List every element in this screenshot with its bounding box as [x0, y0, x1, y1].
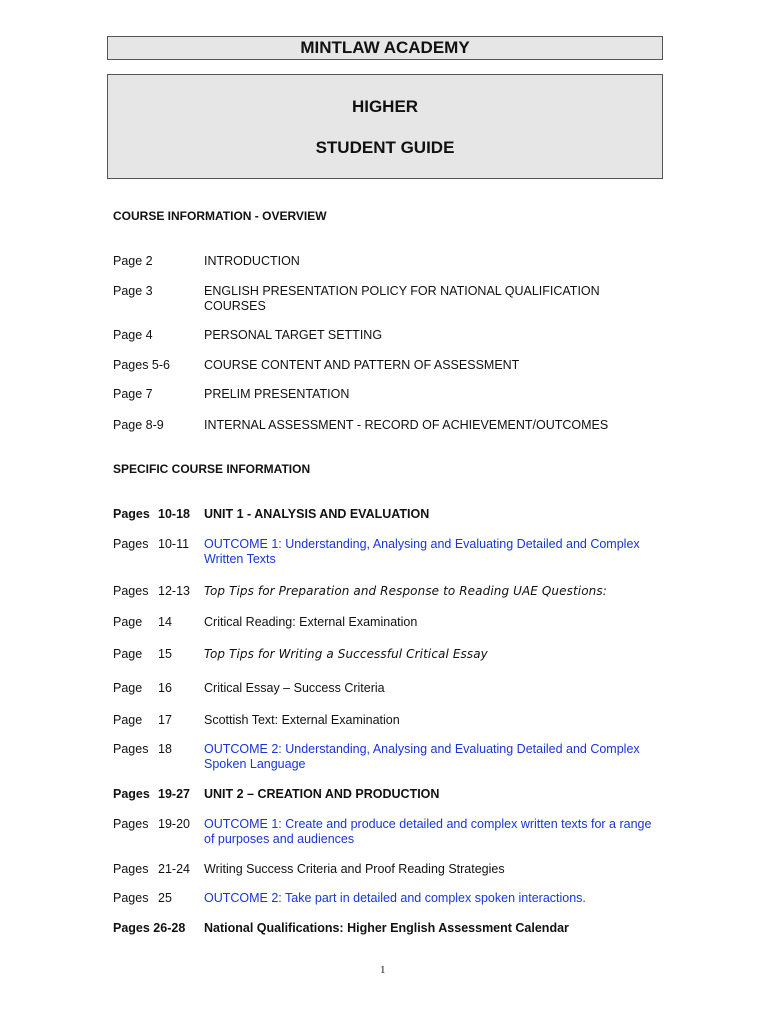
entry-text: Critical Essay – Success Criteria	[204, 681, 385, 695]
outcome-link[interactable]: OUTCOME 2: Understanding, Analysing and Evaluating Detailed and Complex Spoken Language	[204, 742, 640, 771]
page-number: 1	[380, 964, 386, 976]
page-ref: Pages 10-11	[113, 537, 190, 551]
page-ref: Page 14	[113, 615, 172, 629]
entry-text: ENGLISH PRESENTATION POLICY FOR NATIONAL QUALIFICATION COURSES	[204, 284, 600, 313]
entry-text: Scottish Text: External Examination	[204, 713, 400, 727]
entry-text: UNIT 2 – CREATION AND PRODUCTION	[204, 787, 440, 801]
entry-text: UNIT 1 - ANALYSIS AND EVALUATION	[204, 507, 430, 521]
page-ref: Page 8-9	[113, 418, 164, 432]
page-ref: Page 15	[113, 647, 172, 661]
page-ref: Pages 21-24	[113, 862, 190, 876]
entry-text: Top Tips for Preparation and Response to Reading UAE Questions:	[204, 584, 607, 598]
page-ref: Pages 5-6	[113, 358, 170, 372]
guide-title: STUDENT GUIDE	[315, 138, 455, 157]
page-ref: Pages 12-13	[113, 584, 190, 598]
page-ref: Page 17	[113, 713, 172, 727]
guide-title-box	[107, 74, 663, 179]
outcome-link[interactable]: OUTCOME 2: Take part in detailed and complex spoken interactions.	[204, 891, 586, 905]
specific-heading: SPECIFIC COURSE INFORMATION	[113, 462, 311, 476]
overview-heading: COURSE INFORMATION - OVERVIEW	[113, 209, 327, 223]
entry-text: COURSE CONTENT AND PATTERN OF ASSESSMENT	[204, 358, 520, 372]
entry-text: INTRODUCTION	[204, 254, 300, 268]
outcome-link[interactable]: OUTCOME 1: Create and produce detailed and complex written texts for a range of purposes and audiences	[204, 817, 652, 846]
entry-text: Writing Success Criteria and Proof Reading Strategies	[204, 862, 505, 876]
school-title-box	[107, 36, 663, 60]
entry-text: National Qualifications: Higher English Assessment Calendar	[204, 921, 569, 935]
page-ref: Pages 10-18	[113, 507, 190, 521]
outcome-link[interactable]: OUTCOME 1: Understanding, Analysing and Evaluating Detailed and Complex Written Texts	[204, 537, 640, 566]
page-ref: Pages 19-20	[113, 817, 190, 831]
page-ref: Page 2	[113, 254, 153, 268]
entry-text: Top Tips for Writing a Successful Critical Essay	[204, 647, 488, 661]
entry-text: Critical Reading: External Examination	[204, 615, 418, 629]
page-ref: Pages 25	[113, 891, 172, 905]
entry-text: PERSONAL TARGET SETTING	[204, 328, 383, 342]
level-title: HIGHER	[351, 97, 419, 116]
page-ref: Pages 18	[113, 742, 172, 756]
page-ref: Page 3	[113, 284, 153, 298]
page-ref: Pages 26-28	[113, 921, 186, 935]
school-title: MINTLAW ACADEMY	[300, 38, 470, 57]
page-ref: Pages 19-27	[113, 787, 190, 801]
page-ref: Page 4	[113, 328, 153, 342]
page-ref: Page 7	[113, 387, 153, 401]
page-ref: Page 16	[113, 681, 172, 695]
entry-text: INTERNAL ASSESSMENT - RECORD OF ACHIEVEMENT/OUTCOMES	[204, 418, 609, 432]
entry-text: PRELIM PRESENTATION	[204, 387, 350, 401]
